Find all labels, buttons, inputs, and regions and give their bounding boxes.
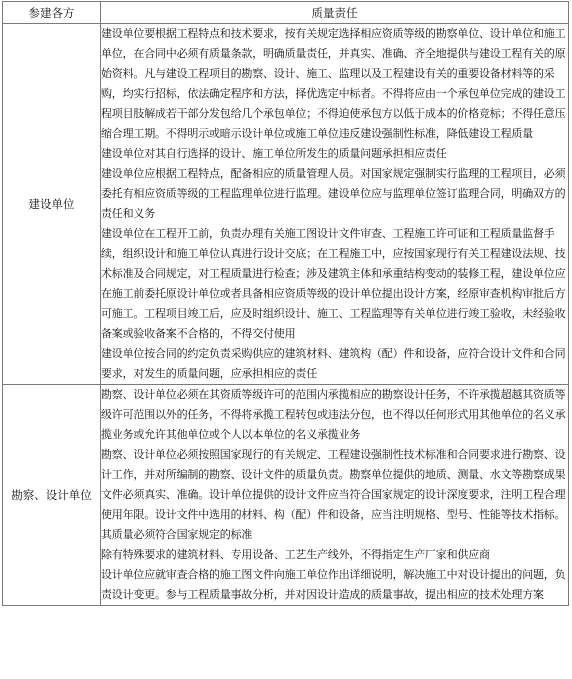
responsibility-cell bbox=[101, 24, 569, 385]
responsibility-paragraph: 建设单位应根据工程特点，配备相应的质量管理人员。对国家规定强制实行监理的工程项目，必须委托有相应资质等级的工程监理单位进行监理。建设单位应与监理单位签订监理合同，明确双方的责任和义务 bbox=[101, 167, 566, 220]
responsibility-paragraph: 勘察、设计单位必须按照国家现行的有关规定、工程建设强制性技术标准和合同要求进行勘察、设计工作，并对所编制的勘察、设计文件的质量负责。勘察单位提供的地质、测量、水文等勘察成果文件必须真实、准确。设计单位提供的设计文件应当符合国家规定的设计深度要求，注明工程合理使用年限。设计文件中选用的材料、构（配）件和设备，应当注明规格、型号、性能等技术指标。其质量必须符合国家规定的标准 bbox=[101, 448, 566, 541]
responsibility-paragraph: 建设单位对其自行选择的设计、施工单位所发生的质量问题承担相应责任 bbox=[101, 147, 447, 160]
responsibility-paragraph: 设计单位应就审查合格的施工图文件向施工单位作出详细说明，解决施工中对设计提出的问题，负责设计变更。参与工程质量事故分析，并对因设计造成的质量事故，提出相应的技术处理方案 bbox=[101, 568, 566, 601]
responsibility-paragraph: 除有特殊要求的建筑材料、专用设备、工艺生产线外，不得指定生产厂家和供应商 bbox=[101, 548, 490, 561]
quality-responsibility-table bbox=[2, 1, 569, 606]
responsibility-paragraph: 勘察、设计单位必须在其资质等级许可的范围内承揽相应的勘察设计任务，不许承揽超越其资质等级许可范围以外的任务，不得将承揽工程转包或违法分包，也不得以任何形式用其他单位的名义承揽业务或允许其他单位或个人以本单位的名义承揽业务 bbox=[101, 388, 566, 441]
responsibility-paragraph: 建设单位按合同的约定负责采购供应的建筑材料、建筑构（配）件和设备，应符合设计文件和合同要求，对发生的质量问题，应承担相应的责任 bbox=[101, 347, 566, 380]
party-cell: 勘察、设计单位 bbox=[3, 385, 101, 606]
party-cell: 建设单位 bbox=[3, 24, 101, 385]
responsibility-paragraph: 建设单位在工程开工前，负责办理有关施工图设计文件审查、工程施工许可证和工程质量监督手续，组织设计和施工单位认真进行设计交底；在工程施工中，应按国家现行有关工程建设法规、技术标准及合同规定，对工程质量进行检查；涉及建筑主体和承重结构变动的装修工程，建设单位应在施工前委托原设计单位或者具备相应资质等级的设计单位提出设计方案，经原审查机构审批后方可施工。工程项目竣工后，应及时组织设计、施工、工程监理等有关单位进行竣工验收，未经验收备案或验收备案不合格的，不得交付使用 bbox=[101, 227, 566, 340]
responsibility-paragraph: 建设单位要根据工程特点和技术要求，按有关规定选择相应资质等级的勘察单位、设计单位和施工单位，在合同中必须有质量条款，明确质量责任，并真实、准确、齐全地提供与建设工程有关的原始资料。凡与建设工程项目的勘察、设计、施工、监理以及工程建设有关的重要设备材料等的采购，均实行招标，依法确定程序和方法，择优选定中标者。不得将应由一个承包单位完成的建设工程项目肢解成若干部分发包给几个承包单位；不得迫使承包方以低于成本的价格竞标；不得任意压缩合理工期。不得明示或暗示设计单位或施工单位违反建设强制性标准，降低建设工程质量 bbox=[101, 27, 566, 140]
table-row bbox=[3, 24, 569, 385]
responsibility-cell bbox=[101, 385, 569, 606]
header-row bbox=[3, 2, 569, 24]
header-responsibility: 质量责任 bbox=[101, 2, 569, 24]
table-row bbox=[3, 385, 569, 606]
header-party: 参建各方 bbox=[3, 2, 101, 24]
